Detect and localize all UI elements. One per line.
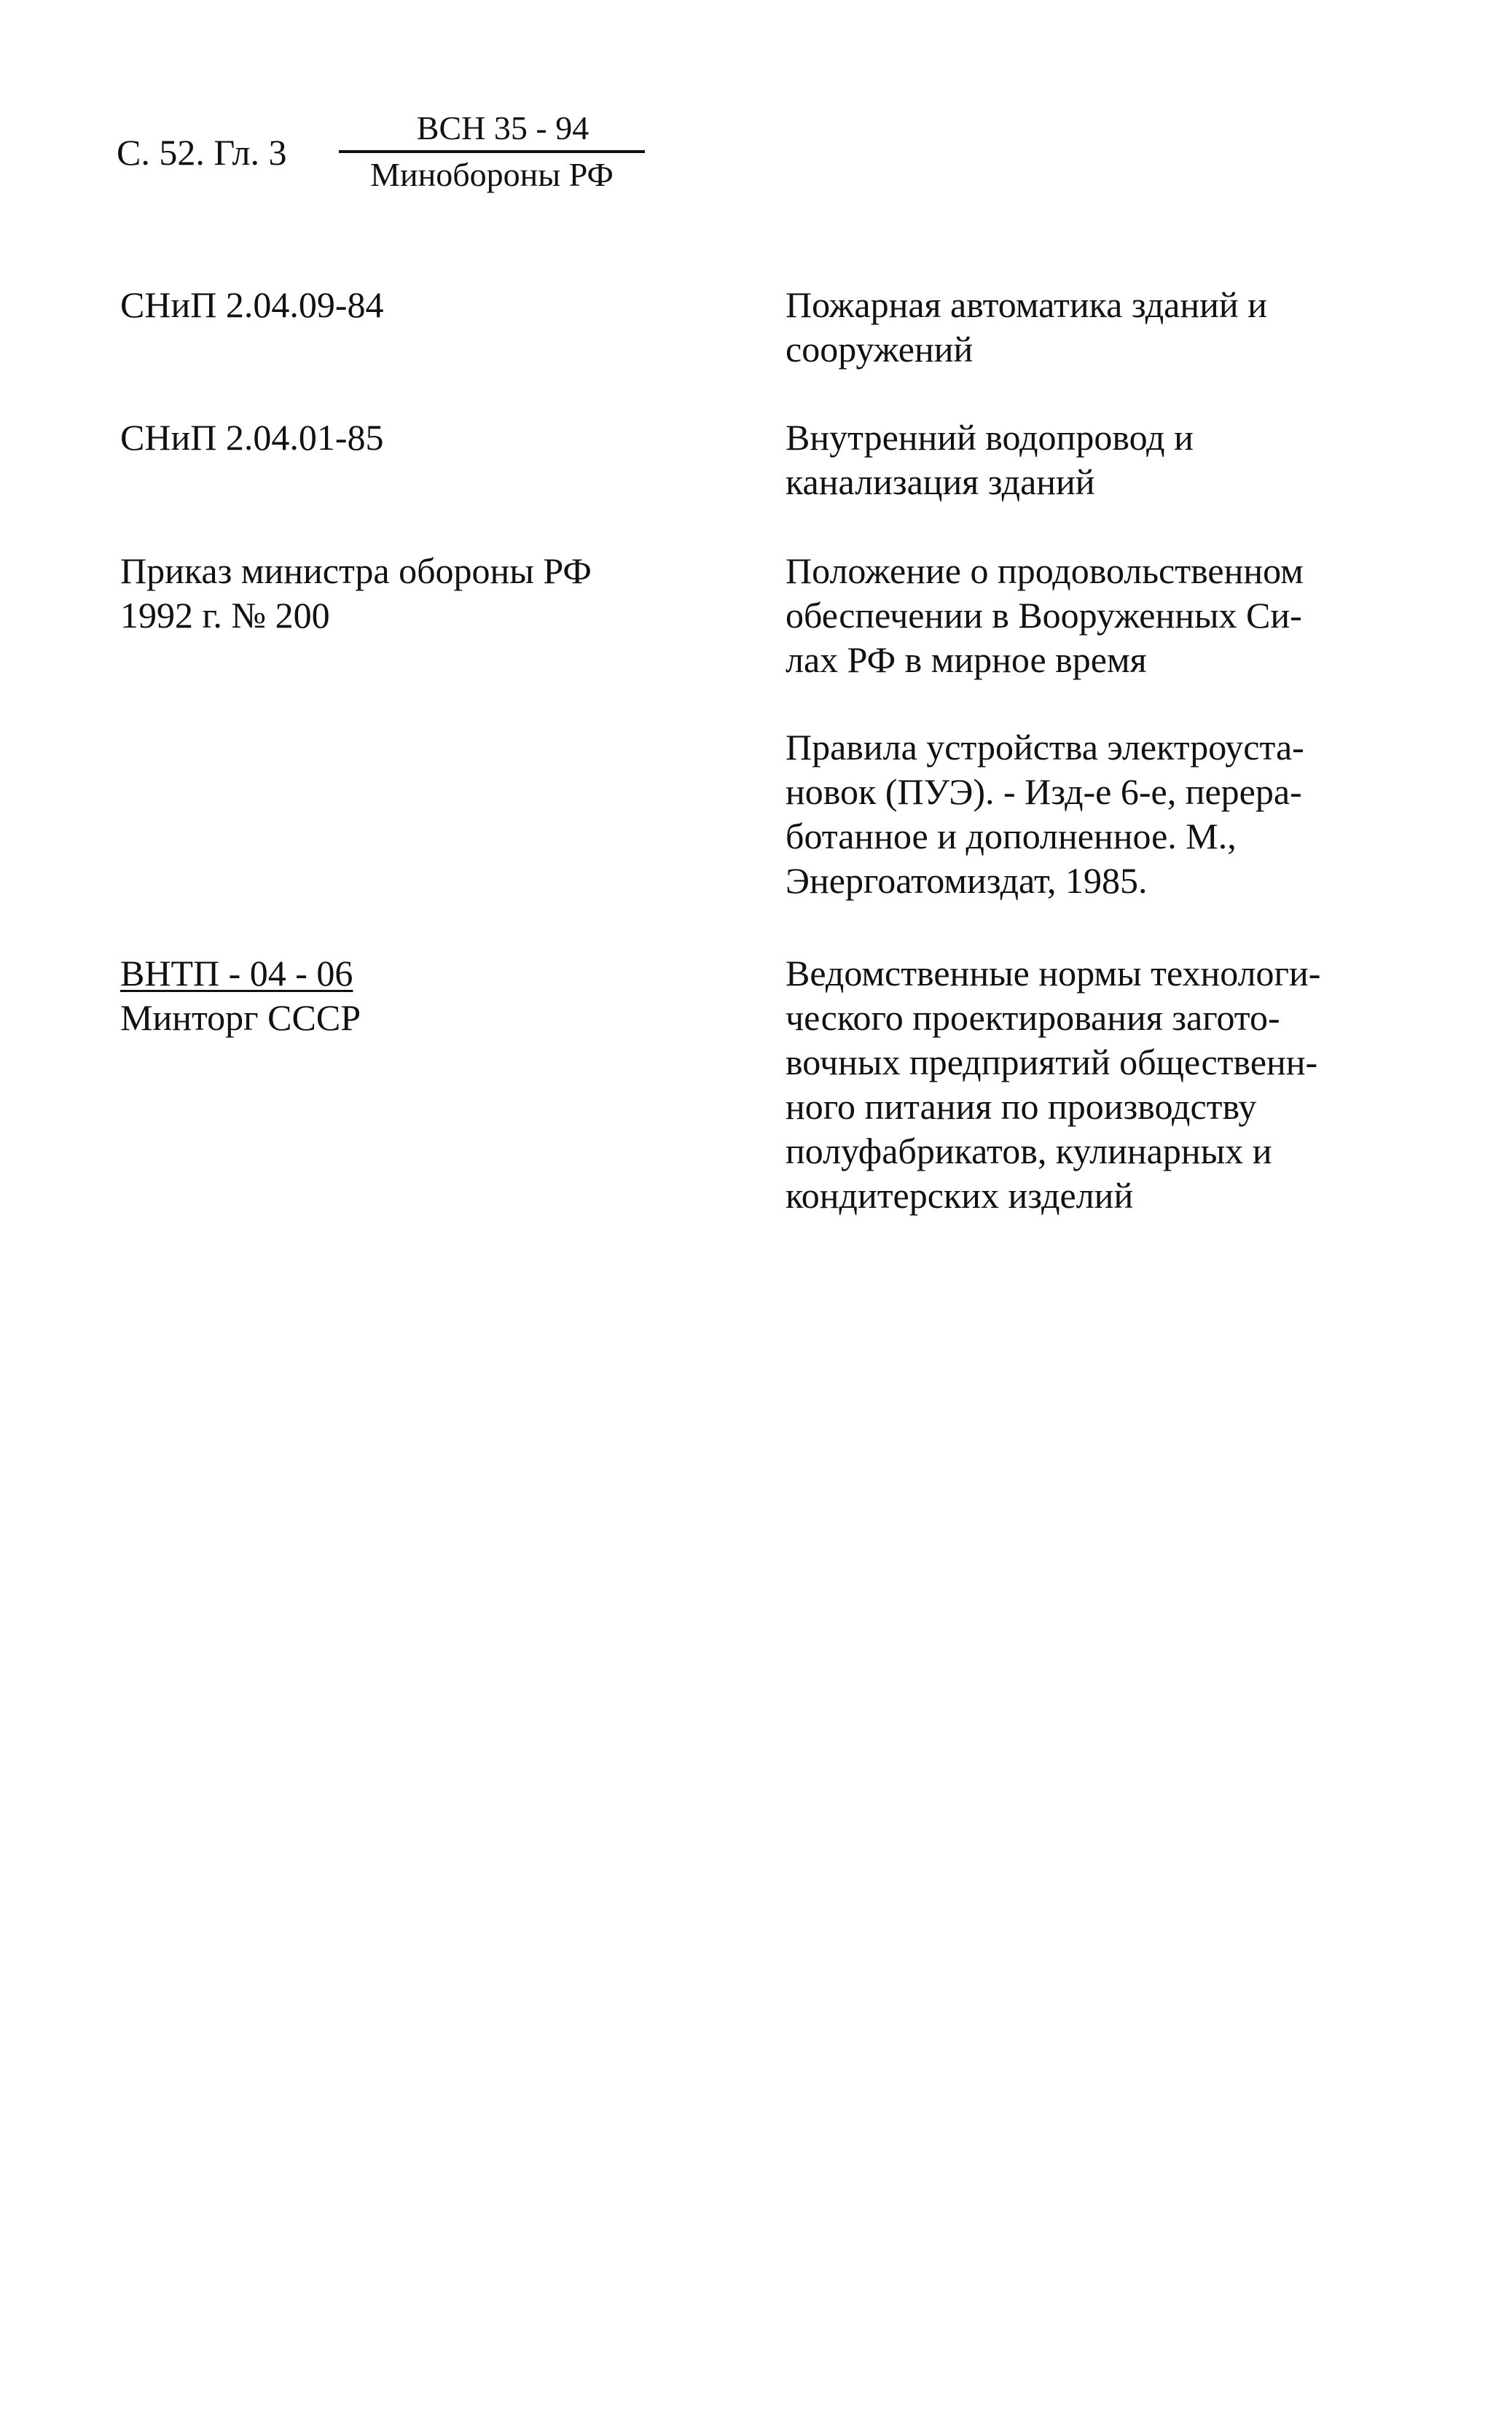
- reference-title-line: лах РФ в мирное время: [786, 639, 1147, 680]
- reference-title-line: Ведомственные нормы технологи-: [786, 953, 1321, 993]
- reference-code: [120, 951, 732, 1040]
- page-reference: С. 52. Гл. 3: [117, 132, 287, 173]
- reference-title-line: Правила устройства электроуста-: [786, 727, 1304, 768]
- reference-title-line: вочных предприятий общественн-: [786, 1042, 1318, 1082]
- reference-title-line: сооружений: [786, 329, 974, 370]
- reference-title: [786, 549, 1441, 682]
- reference-title-line: канализация зданий: [786, 461, 1095, 502]
- reference-code-line: ВНТП - 04 - 06: [120, 953, 353, 993]
- reference-title-line: обеспечении в Вооруженных Си-: [786, 595, 1302, 636]
- reference-title-line: ботанное и дополненное. М.,: [786, 816, 1237, 856]
- reference-title-line: полуфабрикатов, кулинарных и: [786, 1131, 1272, 1171]
- reference-code-line: Минторг СССР: [120, 997, 361, 1038]
- reference-code-line: СНиП 2.04.09-84: [120, 284, 384, 325]
- document-designation: [339, 109, 645, 194]
- reference-code: [120, 283, 732, 327]
- reference-title-line: Положение о продовольственном: [786, 550, 1304, 591]
- reference-title-line: Пожарная автоматика зданий и: [786, 284, 1267, 325]
- reference-title-line: новок (ПУЭ). - Изд-е 6-е, перера-: [786, 771, 1302, 812]
- reference-title-line: ческого проектирования загото-: [786, 997, 1280, 1038]
- reference-title: [786, 951, 1441, 1218]
- reference-title: [786, 415, 1441, 504]
- reference-title-line: кондитерских изделий: [786, 1175, 1134, 1216]
- fraction-bar: [339, 150, 645, 153]
- reference-code: [120, 549, 732, 638]
- reference-code-line: 1992 г. № 200: [120, 595, 330, 636]
- reference-code-line: СНиП 2.04.01-85: [120, 417, 384, 458]
- reference-title: [786, 283, 1441, 372]
- reference-title: [786, 725, 1441, 903]
- reference-title-line: Энергоатомиздат, 1985.: [786, 860, 1148, 901]
- document-code: ВСН 35 - 94: [416, 109, 589, 147]
- reference-title-line: Внутренний водопровод и: [786, 417, 1194, 458]
- reference-code-line: Приказ министра обороны РФ: [120, 550, 592, 591]
- reference-title-line: ного питания по производству: [786, 1086, 1257, 1127]
- reference-code: [120, 415, 732, 460]
- document-issuer: Минобороны РФ: [370, 156, 614, 193]
